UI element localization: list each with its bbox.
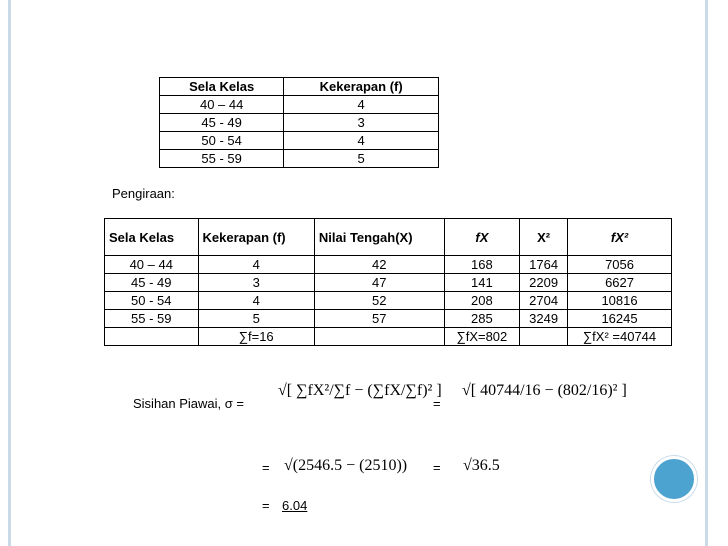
step2b-expression: √36.5	[463, 457, 500, 474]
table2-cell: 10816	[568, 292, 672, 310]
table2-header: fX²	[568, 219, 672, 256]
table2-cell: 3249	[520, 310, 568, 328]
table2-cell: 4	[198, 292, 314, 310]
table1-cell: 45 - 49	[160, 114, 284, 132]
table2-total: ∑fX=802	[444, 328, 520, 346]
table1-cell: 4	[284, 132, 439, 150]
table2-cell: 40 – 44	[105, 256, 199, 274]
sisihan-label: Sisihan Piawai, σ =	[133, 396, 244, 411]
table1-cell: 4	[284, 96, 439, 114]
table2-cell: 141	[444, 274, 520, 292]
table2-header: X²	[520, 219, 568, 256]
table2-header: Sela Kelas	[105, 219, 199, 256]
equals-sign: =	[433, 396, 441, 411]
table2-cell: 208	[444, 292, 520, 310]
table2-cell: 42	[314, 256, 444, 274]
table2-cell: 52	[314, 292, 444, 310]
step2-expression: √(2546.5 − (2510))	[284, 457, 408, 474]
table2-cell: 5	[198, 310, 314, 328]
table2-cell: 16245	[568, 310, 672, 328]
equals-sign: =	[262, 498, 270, 513]
table2-header: Nilai Tengah(X)	[314, 219, 444, 256]
table2-total	[520, 328, 568, 346]
table2-cell: 45 - 49	[105, 274, 199, 292]
table2-cell: 7056	[568, 256, 672, 274]
table2-cell: 57	[314, 310, 444, 328]
table1-cell: 55 - 59	[160, 150, 284, 168]
pengiraan-label: Pengiraan:	[112, 186, 175, 201]
table2-cell: 4	[198, 256, 314, 274]
table1-cell: 50 - 54	[160, 132, 284, 150]
table2-cell: 2209	[520, 274, 568, 292]
substituted-formula: √[ 40744/16 − (802/16)² ]	[462, 382, 627, 399]
table1-cell: 40 – 44	[160, 96, 284, 114]
table2-cell: 55 - 59	[105, 310, 199, 328]
table2-total: ∑f=16	[198, 328, 314, 346]
frequency-table	[159, 77, 439, 168]
table2-cell: 47	[314, 274, 444, 292]
calculation-table	[104, 218, 672, 346]
table2-cell: 6627	[568, 274, 672, 292]
table2-total	[314, 328, 444, 346]
result-value: 6.04	[282, 498, 308, 513]
table1-cell: 5	[284, 150, 439, 168]
table2-total	[105, 328, 199, 346]
table2-cell: 50 - 54	[105, 292, 199, 310]
equals-sign: =	[433, 460, 441, 475]
table2-cell: 285	[444, 310, 520, 328]
table2-header: Kekerapan (f)	[198, 219, 314, 256]
equals-sign: =	[262, 460, 270, 475]
table1-header: Sela Kelas	[160, 78, 284, 96]
table2-cell: 2704	[520, 292, 568, 310]
table2-header: fX	[444, 219, 520, 256]
table2-cell: 1764	[520, 256, 568, 274]
table2-total: ∑fX² =40744	[568, 328, 672, 346]
table1-cell: 3	[284, 114, 439, 132]
slide-circle-decoration	[651, 456, 697, 502]
general-formula: √[ ∑fX²/∑f − (∑fX/∑f)² ]	[278, 382, 442, 399]
table2-cell: 168	[444, 256, 520, 274]
table2-cell: 3	[198, 274, 314, 292]
table1-header: Kekerapan (f)	[284, 78, 439, 96]
